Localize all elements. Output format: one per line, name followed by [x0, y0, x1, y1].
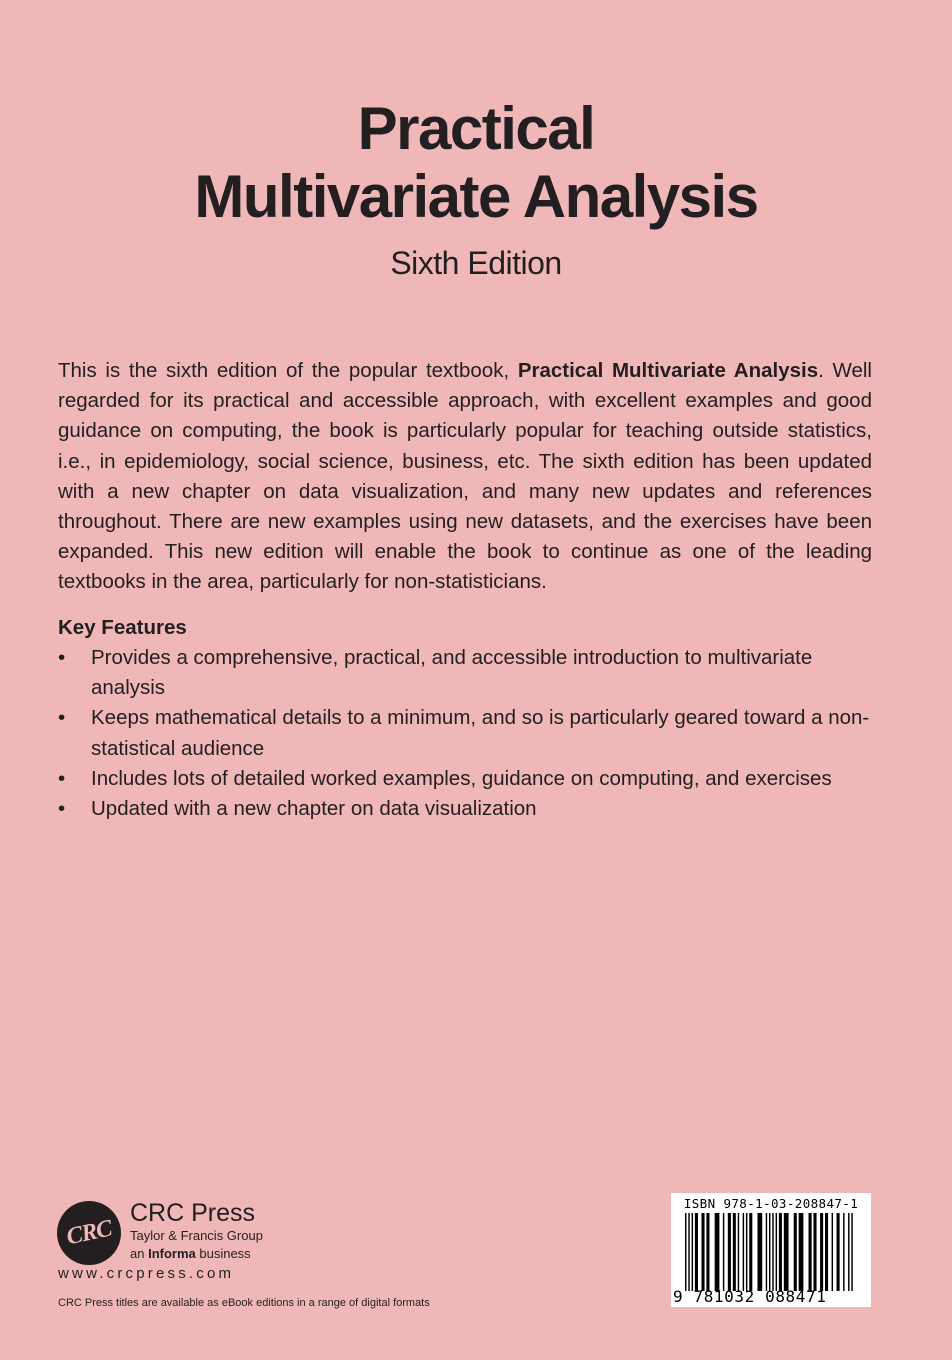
bullet-icon: • [58, 797, 66, 821]
barcode-stripe [799, 1213, 804, 1291]
edition-label: Sixth Edition [390, 245, 562, 281]
barcode-stripe [728, 1213, 731, 1291]
barcode-stripe [813, 1213, 816, 1291]
key-features-list [58, 643, 878, 824]
barcode-stripe [809, 1213, 812, 1291]
isbn-label: ISBN 978-1-03-208847-1 [683, 1196, 859, 1211]
bullet-icon: • [58, 706, 66, 730]
feature-text: Keeps mathematical details to a minimum, and so is particularly geared toward a non-statistical audience [91, 706, 870, 760]
barcode-stripe [757, 1213, 762, 1291]
barcode-stripe [723, 1213, 724, 1291]
book-title-line-1: Practical [357, 95, 595, 162]
bullet-icon: • [58, 646, 66, 669]
barcode-stripe [695, 1213, 698, 1291]
barcode-stripe [715, 1213, 720, 1291]
barcode-stripe [749, 1213, 752, 1291]
list-item [58, 764, 878, 794]
barcode-stripe [685, 1213, 686, 1291]
barcode-stripe [776, 1213, 777, 1291]
publisher-website: www.crcpress.com [58, 1265, 235, 1282]
barcode-stripe [794, 1213, 797, 1291]
description-book-title: Practical Multivariate Analysis [517, 359, 819, 382]
crc-logo-text: CRC [64, 1215, 114, 1251]
barcode-stripe [848, 1213, 849, 1291]
barcode-stripe [746, 1213, 747, 1291]
barcode-stripe [738, 1213, 739, 1291]
barcode-stripe [766, 1213, 767, 1291]
list-item [58, 794, 878, 824]
barcode-stripe [825, 1213, 828, 1291]
feature-text: Includes lots of detailed worked examples, guidance on computing, and exercises [91, 766, 832, 790]
barcode-stripe [743, 1213, 744, 1291]
feature-text: Provides a comprehensive, practical, and accessible introduction to multivariate analysis [91, 646, 813, 700]
publisher-business [130, 1246, 251, 1262]
description-intro: This is the sixth edition of the popular textbook, [58, 359, 518, 382]
barcode-stripe [851, 1213, 852, 1291]
barcode-stripe [843, 1213, 844, 1291]
description-body: . Well regarded for its practical and accessible approach, with excellent examples and good guidance on computing, the book is particularly popular for teaching outside statistics, i.e., in epidemiology, social science, business, etc. The sixth edition has been updated with a new chapter on data visualization, and many new updates and references throughout. There are new examples using new datasets, and the exercises have been expanded. This new edition will enable the book to continue as one of the leading textbooks in the area, particularly for non-statisticians. [58, 359, 872, 594]
book-description [58, 356, 872, 598]
barcode-digits: 9 781032 088471 [673, 1287, 827, 1306]
key-features-heading: Key Features [58, 616, 187, 639]
barcode-stripe [688, 1213, 689, 1291]
bullet-icon: • [58, 766, 66, 790]
crc-logo [57, 1201, 121, 1265]
barcode-stripe [832, 1213, 833, 1291]
barcode-stripe [772, 1213, 773, 1291]
ebook-note: CRC Press titles are available as eBook editions in a range of digital formats [58, 1297, 430, 1309]
barcode-stripe [692, 1213, 693, 1291]
business-prefix: an [130, 1246, 149, 1261]
book-title-line-2: Multivariate Analysis [194, 163, 758, 230]
feature-text: Updated with a new chapter on data visualization [91, 797, 537, 821]
publisher-name: CRC Press [130, 1199, 256, 1227]
barcode [671, 1193, 871, 1307]
publisher-group: Taylor & Francis Group [130, 1228, 263, 1243]
list-item [58, 703, 878, 763]
barcode-stripe [784, 1213, 789, 1291]
business-brand: Informa [148, 1246, 196, 1261]
barcode-stripe [820, 1213, 823, 1291]
list-item [58, 643, 878, 703]
barcode-stripe [769, 1213, 770, 1291]
barcode-stripe [701, 1213, 704, 1291]
barcode-stripe [779, 1213, 782, 1291]
barcode-bars [685, 1213, 865, 1291]
barcode-stripe [837, 1213, 840, 1291]
barcode-stripe [733, 1213, 736, 1291]
business-suffix: business [195, 1246, 251, 1261]
barcode-stripe [706, 1213, 709, 1291]
